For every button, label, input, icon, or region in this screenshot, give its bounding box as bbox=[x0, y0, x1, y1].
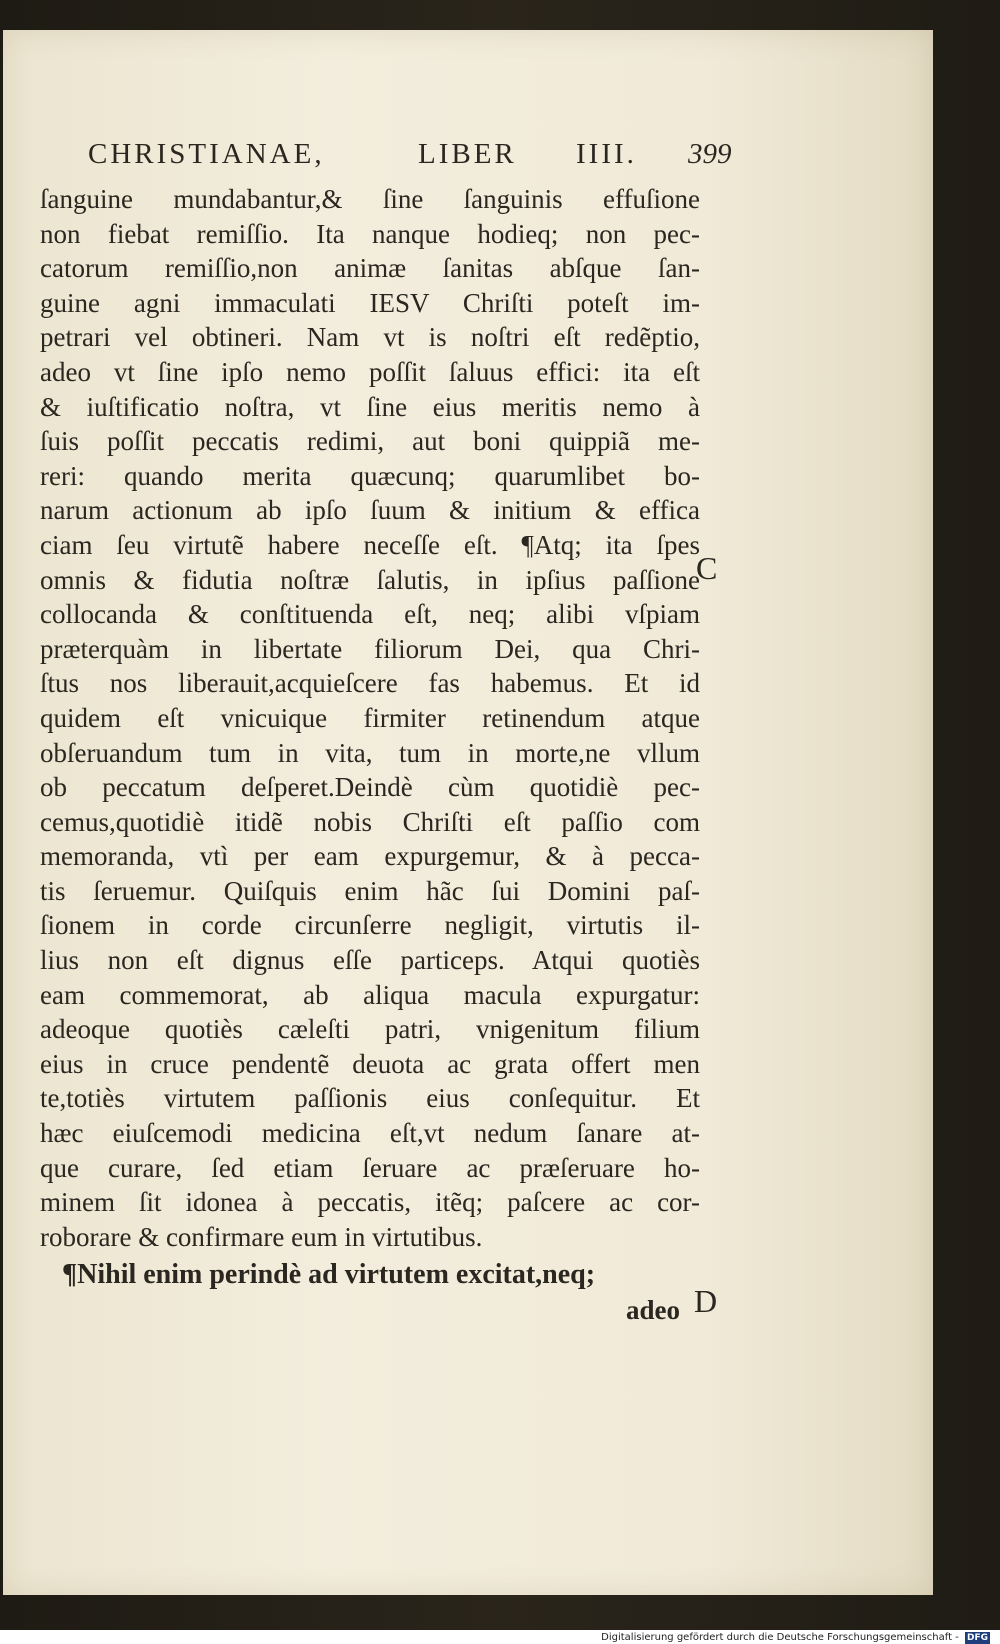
text-line: te,totiès virtutem paſſionis eius conſequitur. Et bbox=[40, 1083, 700, 1114]
text-line: cemus,quotidiè itidẽ nobis Chriſti eſt paſſio com bbox=[40, 806, 700, 837]
running-head-book-number: IIII. bbox=[576, 138, 637, 170]
text-line: adeoque quotiès cæleſti patri, vnigenitum filium bbox=[40, 1014, 700, 1045]
text-line: præterquàm in libertate filiorum Dei, qua Chri- bbox=[40, 633, 700, 664]
text-line: guine agni immaculati IESV Chriſti poteſt im- bbox=[40, 287, 700, 318]
text-line: hæc eiuſcemodi medicina eſt,vt nedum ſanare at- bbox=[40, 1118, 700, 1149]
digitization-credit bbox=[601, 1631, 990, 1644]
running-head-liber: LIBER bbox=[418, 138, 517, 170]
text-line: minem ſit idonea à peccatis, itẽq; paſcere ac cor- bbox=[40, 1187, 700, 1218]
text-line: ſuis poſſit peccatis redimi, aut boni quippiã me- bbox=[40, 426, 700, 457]
running-head bbox=[88, 138, 748, 178]
text-line: memoranda, vtì per eam expurgemur, & à pecca- bbox=[40, 841, 700, 872]
running-head-title: CHRISTIANAE, bbox=[88, 138, 325, 170]
text-block bbox=[40, 182, 700, 1328]
text-line: omnis & fidutia noſtræ ſalutis, in ipſius paſſione bbox=[40, 564, 700, 595]
marginal-letter-d: D bbox=[694, 1283, 718, 1319]
text-line: quidem eſt vnicuique firmiter retinendum atque bbox=[40, 702, 700, 733]
text-line: & iuſtificatio noſtra, vt ſine eius meritis nemo à bbox=[40, 391, 700, 422]
text-line: ſanguine mundabantur,& ſine ſanguinis effuſione bbox=[40, 184, 700, 214]
text-line: non fiebat remiſſio. Ita nanque hodieq; non pec- bbox=[40, 218, 700, 249]
text-line: ciam ſeu virtutẽ habere neceſſe eſt. ¶Atq; ita ſpes bbox=[40, 529, 700, 560]
text-line: eam commemorat, ab aliqua macula expurgatur: bbox=[40, 979, 700, 1010]
text-line: ob peccatum deſperet.Deindè cùm quotidiè pec- bbox=[40, 772, 700, 803]
text-line: petrari vel obtineri. Nam vt is noſtri eſt redẽptio, bbox=[40, 322, 700, 353]
text-line: ſionem in corde circunſerre negligit, virtutis il- bbox=[40, 910, 700, 941]
text-line: reri: quando merita quæcunq; quarumlibet bo- bbox=[40, 460, 700, 491]
text-line: roborare & confirmare eum in virtutibus. bbox=[40, 1221, 483, 1252]
text-line: que curare, ſed etiam ſeruare ac præſeruare ho- bbox=[40, 1152, 700, 1183]
text-line: collocanda & conſtituenda eſt, neq; alibi vſpiam bbox=[40, 599, 700, 630]
text-line: obſeruandum tum in vita, tum in morte,ne vllum bbox=[40, 737, 700, 768]
text-line: adeo vt ſine ipſo nemo poſſit ſaluus effici: ita eſt bbox=[40, 356, 700, 387]
dfg-logo: DFG bbox=[966, 1633, 988, 1643]
text-line: lius non eſt dignus eſſe particeps. Atqui quotiès bbox=[40, 945, 700, 976]
text-line: eius in cruce pendentẽ deuota ac grata offert men bbox=[40, 1048, 700, 1079]
page-number: 399 bbox=[688, 138, 732, 170]
marginal-letter-c: C bbox=[696, 550, 718, 586]
text-line: tis ſeruemur. Quiſquis enim hãc ſui Domini paſ- bbox=[40, 875, 700, 906]
credit-text: Digitalisierung gefördert durch die Deutsche Forschungsgemeinschaft - bbox=[601, 1632, 959, 1643]
text-line: narum actionum ab ipſo ſuum & initium & effica bbox=[40, 495, 700, 526]
text-line: ſtus nos liberauit,acquieſcere fas habemus. Et id bbox=[40, 668, 700, 699]
paragraph-start-line: ¶Nihil enim perindè ad virtutem excitat,neq; bbox=[62, 1259, 596, 1291]
text-line: catorum remiſſio,non animæ ſanitas abſque ſan- bbox=[40, 253, 700, 284]
catchword: adeo bbox=[626, 1295, 680, 1325]
